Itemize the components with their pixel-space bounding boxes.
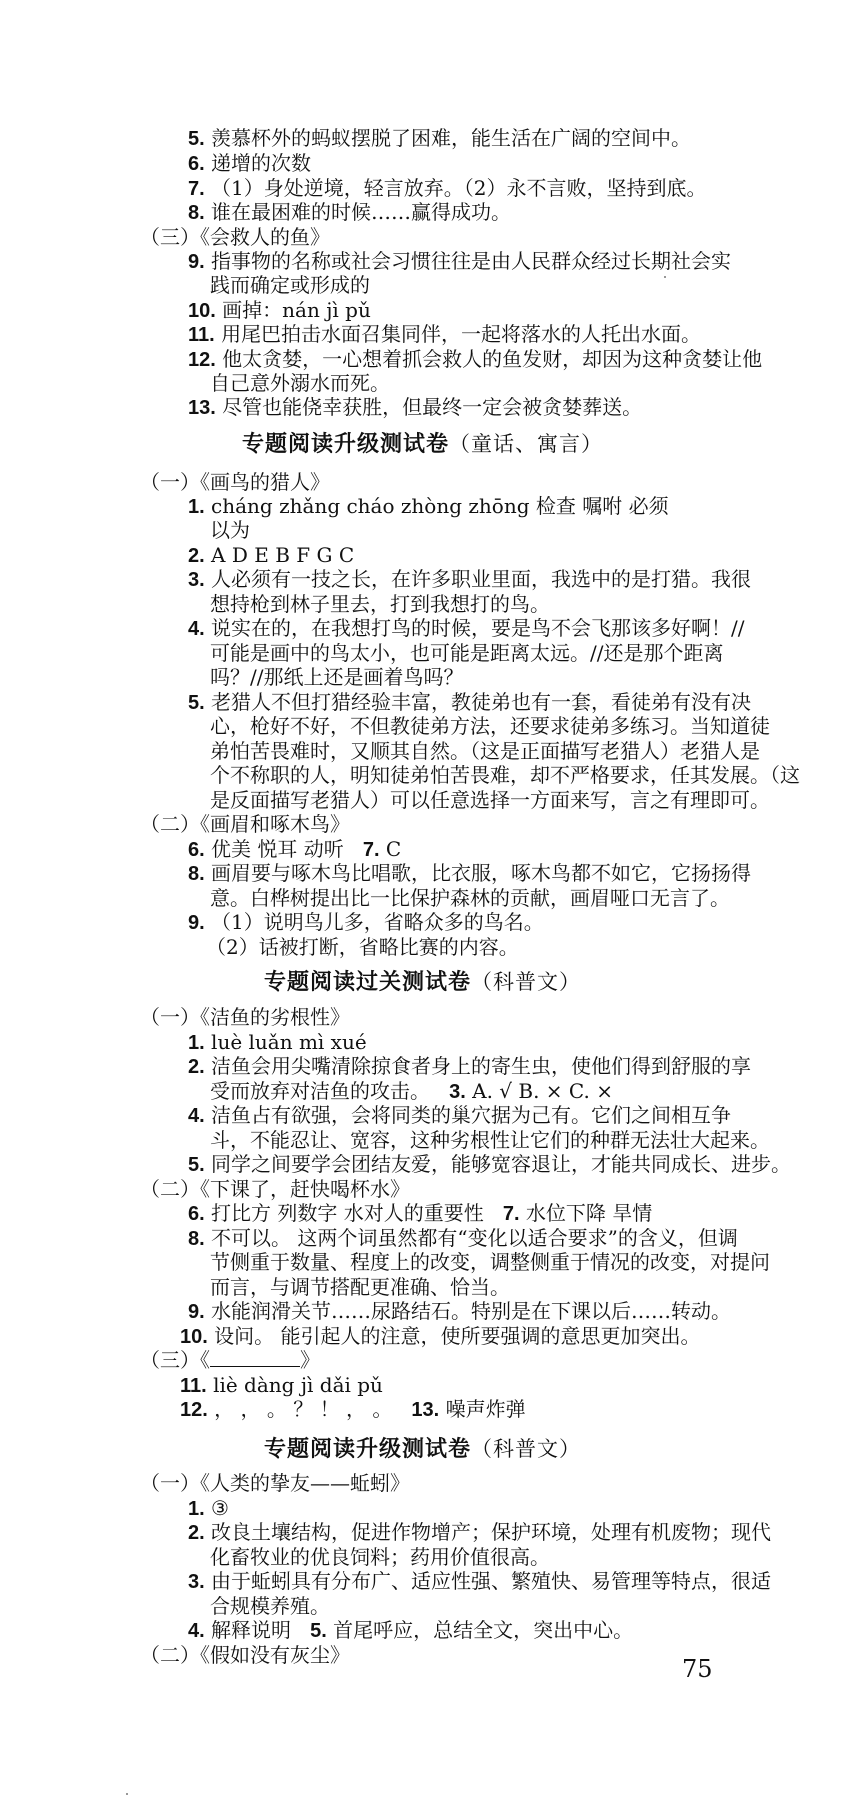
answer-line: 8. 画眉要与啄木鸟比唱歌，比衣服，啄木鸟都不如它，它扬扬得 xyxy=(188,861,752,885)
answer-line: 6. 递增的次数 xyxy=(188,151,312,175)
scan-speck xyxy=(664,276,666,278)
answer-line: 9. 指事物的名称或社会习惯往往是由人民群众经过长期社会实 xyxy=(188,249,732,273)
answer-line: 1. ③ xyxy=(188,1496,229,1520)
subsection-heading: （三）《会救人的鱼》 xyxy=(140,225,330,249)
answer-line-cont: 而言，与调节搭配更准确、恰当。 xyxy=(210,1275,510,1299)
answer-line-cont: 想持枪到林子里去，打到我想打的鸟。 xyxy=(210,592,550,616)
answer-line: 3. 人必须有一技之长，在许多职业里面，我选中的是打猎。我很 xyxy=(188,567,752,591)
answer-line-cont: 化畜牧业的优良饲料；药用价值很高。 xyxy=(210,1545,550,1569)
subsection-heading: （一）《画鸟的猎人》 xyxy=(140,470,330,494)
answer-line-cont: （2）话被打断，省略比赛的内容。 xyxy=(206,935,519,959)
answer-line: 9. 水能润滑关节……尿路结石。特别是在下课以后……转动。 xyxy=(188,1299,732,1323)
answer-line: 8. 不可以。 这两个词虽然都有“变化以适合要求”的含义，但调 xyxy=(188,1226,738,1250)
answer-line: 6. 优美 悦耳 动听 7. C xyxy=(188,837,402,861)
answer-line: 5. 羡慕杯外的蚂蚁摆脱了困难，能生活在广阔的空间中。 xyxy=(188,126,692,150)
section-title: 专题阅读升级测试卷（科普文） xyxy=(263,1437,581,1462)
answer-line: 3. 由于蚯蚓具有分布广、适应性强、繁殖快、易管理等特点，很适 xyxy=(188,1569,772,1593)
answer-line: 4. 洁鱼占有欲强，会将同类的巢穴据为己有。它们之间相互争 xyxy=(188,1103,732,1127)
answer-line-cont: 个不称职的人，明知徒弟怕苦畏难，却不严格要求，任其发展。（这 xyxy=(210,763,800,787)
answer-line-cont: 意。白桦树提出比一比保护森林的贡献，画眉哑口无言了。 xyxy=(210,886,730,910)
page-number: 75 xyxy=(682,1655,713,1683)
answer-line: 10. 设问。 能引起人的注意，使所要强调的意思更加突出。 xyxy=(180,1324,701,1348)
answer-line: 5. 同学之间要学会团结友爱，能够宽容退让，才能共同成长、进步。 xyxy=(188,1152,792,1176)
answer-line: 2. A D E B F G C xyxy=(188,543,355,567)
answer-line: 6. 打比方 列数字 水对人的重要性 7. 水位下降 旱情 xyxy=(188,1201,653,1225)
answer-line-cont: 受而放弃对洁鱼的攻击。 3. A. √ B. × C. × xyxy=(210,1079,613,1103)
answer-line-cont: 可能是画中的鸟太小，也可能是距离太远。//还是那个距离 xyxy=(210,641,724,665)
subsection-heading: （二）《假如没有灰尘》 xyxy=(140,1643,350,1667)
answer-line-cont: 以为 xyxy=(210,518,250,542)
answer-line-cont: 自己意外溺水而死。 xyxy=(210,371,390,395)
answer-line: 1. luè luǎn mì xué xyxy=(188,1030,367,1054)
answer-line: 11. 用尾巴拍击水面召集同伴，一起将落水的人托出水面。 xyxy=(188,322,702,346)
answer-line: 4. 解释说明 5. 首尾呼应，总结全文，突出中心。 xyxy=(188,1618,634,1642)
subsection-heading: （三）《 》 xyxy=(140,1348,320,1372)
answer-line-cont: 是反面描写老猎人）可以任意选择一方面来写，言之有理即可。 xyxy=(210,788,770,812)
answer-line: 8. 谁在最困难的时候……赢得成功。 xyxy=(188,200,512,224)
answer-line: 11. liè dàng jì dǎi pǔ xyxy=(180,1373,383,1397)
answer-line: 2. 洁鱼会用尖嘴清除掠食者身上的寄生虫，使他们得到舒服的享 xyxy=(188,1054,752,1078)
answer-line-cont: 节侧重于数量、程度上的改变，调整侧重于情况的改变，对提问 xyxy=(210,1250,770,1274)
section-title: 专题阅读升级测试卷（童话、寓言） xyxy=(241,432,603,457)
answer-line: 5. 老猎人不但打猎经验丰富，教徒弟也有一套，看徒弟有没有决 xyxy=(188,690,752,714)
answer-line-cont: 弟怕苦畏难时，又顺其自然。（这是正面描写老猎人）老猎人是 xyxy=(210,739,760,763)
subsection-heading: （二）《下课了，赶快喝杯水》 xyxy=(140,1177,410,1201)
answer-line: 4. 说实在的，在我想打鸟的时候，要是鸟不会飞那该多好啊！// xyxy=(188,616,745,640)
answer-line: 10. 画掉：nán jì pǔ xyxy=(188,298,371,322)
answer-line-cont: 合规模养殖。 xyxy=(210,1594,330,1618)
answer-line-cont: 吗？//那纸上还是画着鸟吗？ xyxy=(210,665,464,689)
answer-line-cont: 心，枪好不好，不但教徒弟方法，还要求徒弟多练习。当知道徒 xyxy=(210,714,770,738)
answer-line: 12. ， ， 。 ？ ！ ， 。 13. 噪声炸弹 xyxy=(180,1397,526,1421)
scan-speck xyxy=(126,1793,128,1795)
subsection-heading: （一）《洁鱼的劣根性》 xyxy=(140,1005,350,1029)
fill-in-blank xyxy=(210,1348,300,1367)
subsection-heading: （二）《画眉和啄木鸟》 xyxy=(140,812,350,836)
answer-line: 1. cháng zhǎng cháo zhòng zhōng 检查 嘱咐 必须 xyxy=(188,494,669,518)
section-title: 专题阅读过关测试卷（科普文） xyxy=(263,970,581,995)
answer-line: 2. 改良土壤结构，促进作物增产；保护环境，处理有机废物；现代 xyxy=(188,1520,772,1544)
answer-line: 13. 尽管也能侥幸获胜，但最终一定会被贪婪葬送。 xyxy=(188,395,643,419)
answer-line: 7. （1）身处逆境，轻言放弃。（2）永不言败，坚持到底。 xyxy=(188,176,707,200)
answer-line: 12. 他太贪婪，一心想着抓会救人的鱼发财，却因为这种贪婪让他 xyxy=(188,347,763,371)
answer-line-cont: 践而确定或形成的 xyxy=(210,273,370,297)
answer-line: 9. （1）说明鸟儿多，省略众多的鸟名。 xyxy=(188,910,544,934)
answer-line-cont: 斗，不能忍让、宽容，这种劣根性让它们的种群无法壮大起来。 xyxy=(210,1128,770,1152)
subsection-heading: （一）《人类的挚友——蚯蚓》 xyxy=(140,1471,410,1495)
